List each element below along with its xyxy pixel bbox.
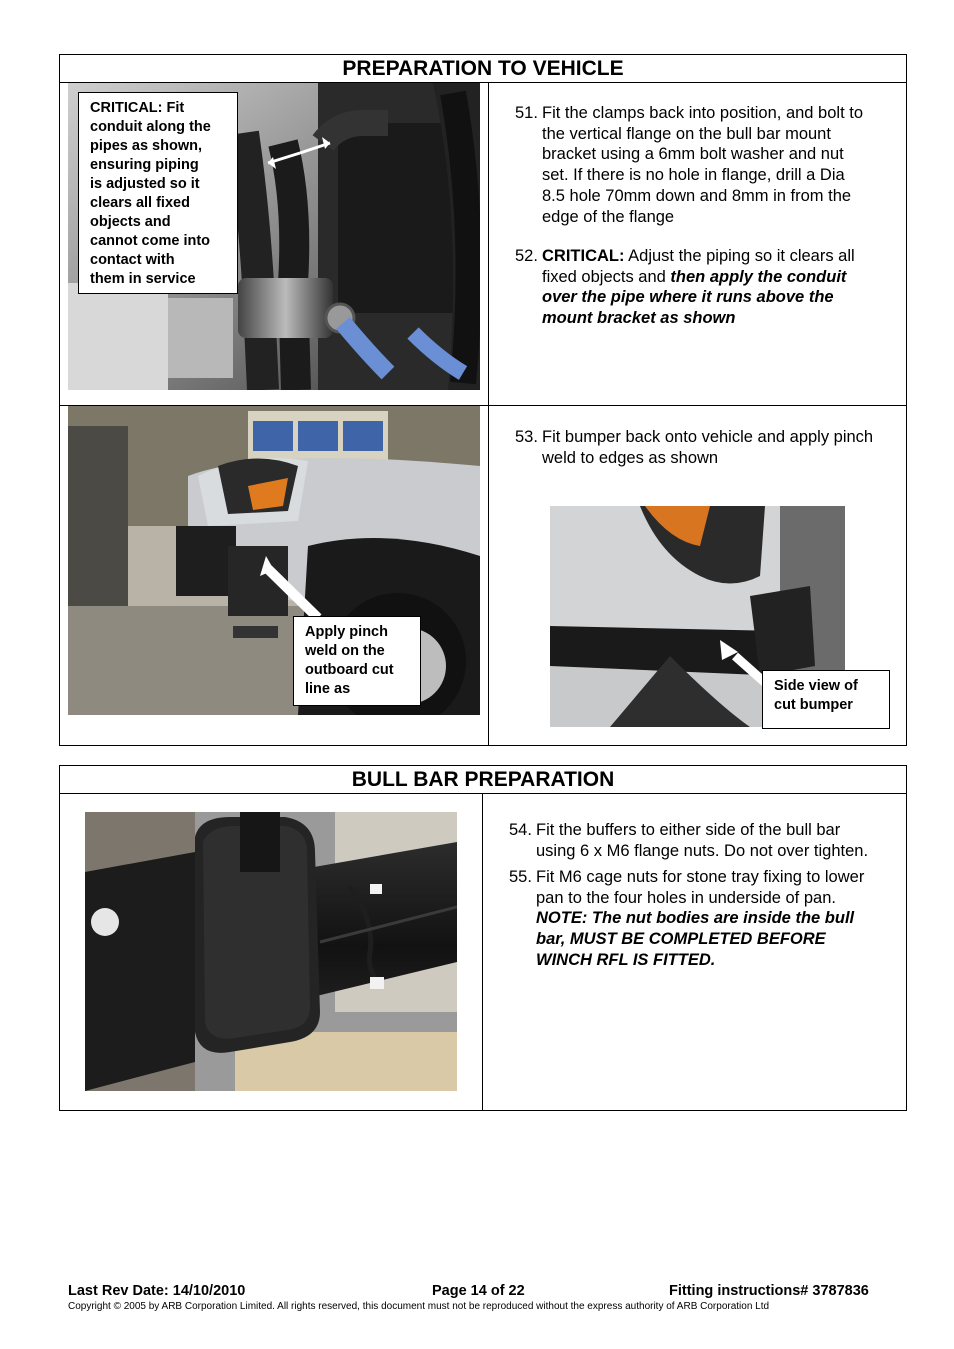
callout-critical-conduit: CRITICAL: Fit conduit along the pipes as shown, ensuring piping is adjusted so it clears all fixed objects and cannot come into contact with them in service — [78, 92, 238, 294]
section-title-preparation: PREPARATION TO VEHICLE — [342, 57, 624, 80]
divider — [488, 82, 489, 746]
step-54: 54. Fit the buffers to either side of the bull bar using 6 x M6 flange nuts. Do not over tighten. — [509, 821, 869, 860]
section-title-bull-bar: BULL BAR PREPARATION — [351, 768, 615, 791]
step-53: 53. Fit bumper back onto vehicle and apply pinch weld to edges as shown — [515, 428, 874, 467]
divider — [482, 793, 483, 1111]
step-55: 55. Fit M6 cage nuts for stone tray fixing to lower pan to the four holes in underside of pan. NOTE: The nut bodies are inside the bull bar, MUST BE COMPLETED BEFORE WINCH RFL IS FITTED. — [509, 868, 865, 969]
footer-page-number: Page 14 of 22 — [432, 1283, 525, 1299]
callout-side-view: Side view of cut bumper — [762, 670, 890, 729]
callout-apply-pinch-weld: Apply pinch weld on the outboard cut line as — [293, 616, 421, 706]
step-52: 52. CRITICAL: Adjust the piping so it clears all fixed objects and then apply the conduit over the pipe where it runs above the mount bracket as shown — [515, 247, 855, 328]
photo-bull-bar-buffers — [85, 812, 457, 1091]
divider — [59, 793, 907, 794]
footer-instructions-number: Fitting instructions# 3787836 — [669, 1283, 869, 1299]
footer-rev-date: Last Rev Date: 14/10/2010 — [68, 1283, 246, 1299]
step-51: 51. Fit the clamps back into position, and bolt to the vertical flange on the bull bar mount bracket using a 6mm bolt washer and nut set. If there is no hole in flange, drill a Dia 8.5 hole 70mm down and 8mm in from the edge of the flange — [515, 104, 864, 226]
footer-copyright: Copyright © 2005 by ARB Corporation Limited. All rights reserved, this document must not be reproduced without the express authority of ARB Corporation Ltd — [68, 1301, 770, 1312]
